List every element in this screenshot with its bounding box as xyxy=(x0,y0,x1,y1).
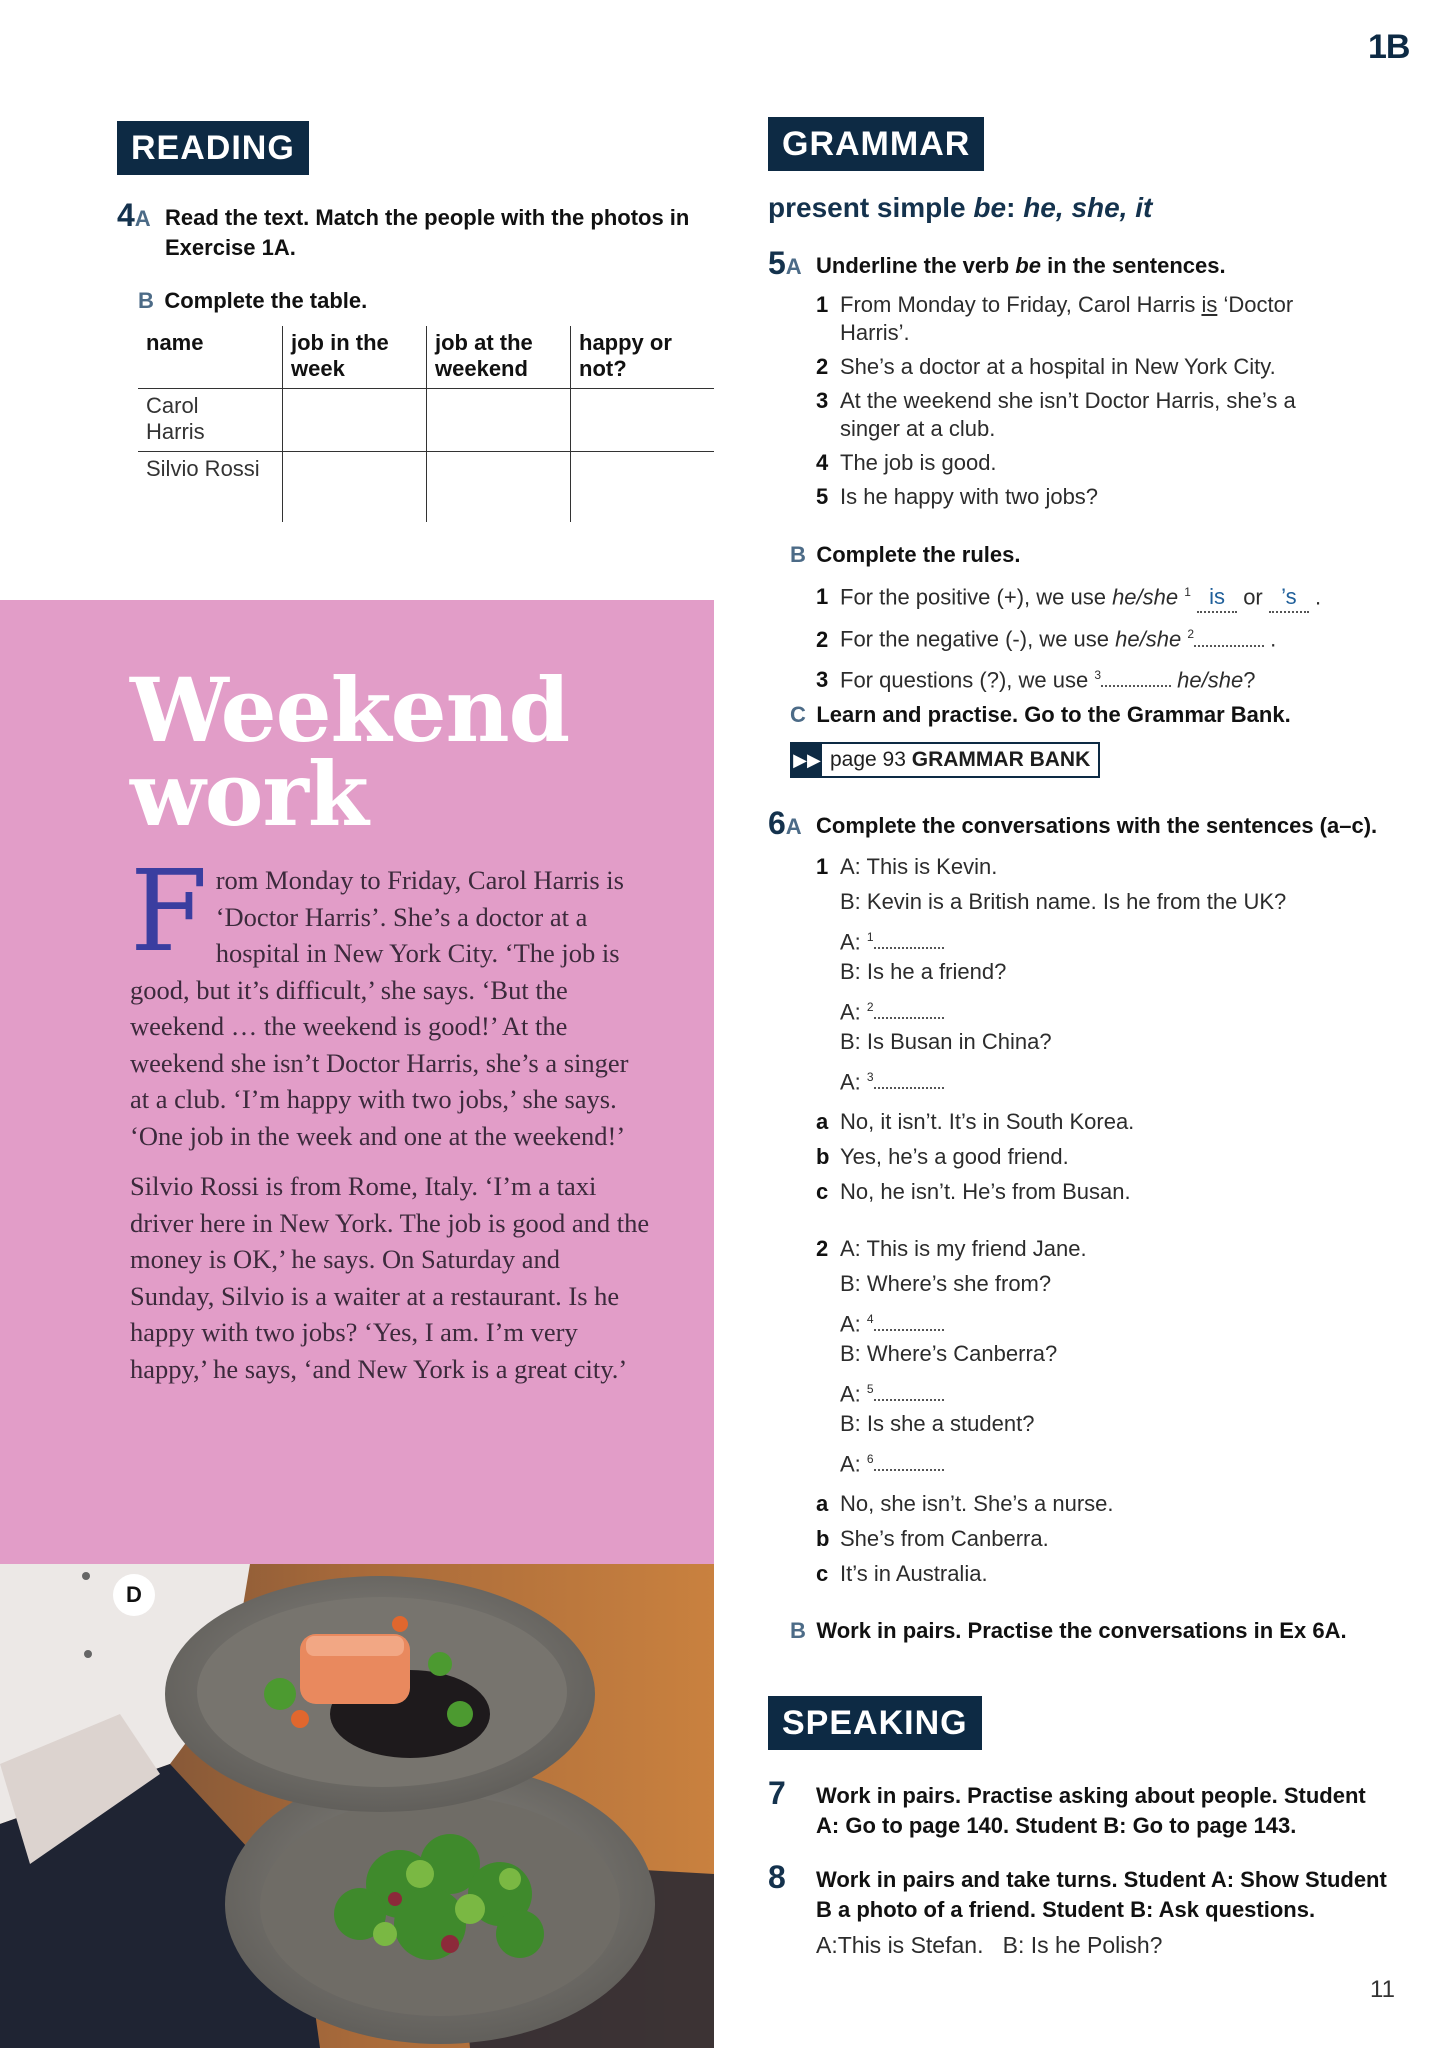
option-item: a No, she isn’t. She’s a nurse. xyxy=(816,1491,1114,1516)
instruction-line: Read the text. Match the people with the photos in xyxy=(165,205,690,230)
dialogue-line: B: Is he a friend? xyxy=(840,959,1007,984)
dialogue-line: A: $^5$ xyxy=(840,1375,1087,1410)
exercise-letter: B xyxy=(138,288,154,313)
dialogue-line: A: $^6$ xyxy=(840,1445,1087,1480)
article-paragraph: From Monday to Friday, Carol Harris is ‘Doctor Harris’. She’s a doctor at a hospital in New York City. ‘The job is good, but it’s difficult,’ she says. ‘But the weekend … the weekend is good!’ At the weekend she isn’t Doctor Harris, she’s a singer at a club. ‘I’m happy with two jobs,’ she says. ‘One job in the week and one at the weekend!’ xyxy=(130,847,629,1151)
dialogue-line: B: Is she a student? xyxy=(840,1411,1035,1436)
exercise-number: 6 xyxy=(768,805,786,841)
table-row xyxy=(138,389,714,452)
exercise-7 xyxy=(768,1775,1408,1841)
table-header-cell: job in the week xyxy=(282,326,426,388)
table-cell-blank[interactable] xyxy=(282,452,426,522)
exercise-6a xyxy=(768,805,1408,1595)
exercise-4a xyxy=(117,197,717,263)
dialogue-line: B: Kevin is a British name. Is he from the UK? xyxy=(840,889,1287,914)
instruction-line: Work in pairs. Practise asking about people. Student xyxy=(816,1783,1366,1808)
table-header-cell: happy or not? xyxy=(570,326,714,388)
page-number: 11 xyxy=(1370,1976,1395,2003)
exercise-8 xyxy=(768,1859,1428,1959)
dialogue-line: B: Where’s she from? xyxy=(840,1271,1052,1296)
answer-blank[interactable] xyxy=(874,1383,944,1401)
exercise-number: 4 xyxy=(117,197,135,233)
dialogue-line: A: This is my friend Jane. xyxy=(840,1236,1087,1261)
option-item: c No, he isn’t. He’s from Busan. xyxy=(816,1179,1131,1204)
answer-blank[interactable] xyxy=(874,1001,944,1019)
grammar-subheading: present simple be: he, she, it xyxy=(768,192,1153,223)
sentence-item: 2 She’s a doctor at a hospital in New York City. xyxy=(816,354,1276,379)
exercise-letter: B xyxy=(790,542,806,567)
exercise-letter: C xyxy=(790,702,806,727)
example-dialogue: A:This is Stefan. B: Is he Polish? xyxy=(816,1932,1163,1958)
answer-blank[interactable] xyxy=(874,1453,944,1471)
instruction-line: Work in pairs and take turns. Student A: Show Student xyxy=(816,1867,1387,1892)
exercise-letter: A xyxy=(785,254,802,279)
table-header-cell: name xyxy=(146,330,204,355)
unit-tag: 1B xyxy=(1368,28,1410,66)
article-body xyxy=(130,847,650,1401)
speaking-heading: SPEAKING xyxy=(768,1696,982,1750)
article-title: Weekend work xyxy=(130,658,570,846)
option-item: c It’s in Australia. xyxy=(816,1561,988,1586)
instruction-text: Complete the rules. xyxy=(816,542,1021,567)
grammar-heading: GRAMMAR xyxy=(768,117,984,171)
exercise-letter: A xyxy=(785,814,802,839)
drop-cap: F xyxy=(130,847,208,977)
conversation-1: 1 A: This is Kevin. B: Kevin is a British name. Is he from the UK? A: $^1$ B: Is he a friend? A: $^2$ B: Is Busan in China? A: $^3$ a No, it isn’t. It’s in South Korea. b Yes, he’s a good friend. c No, he isn’t. He’s from Busan. xyxy=(816,853,1408,1213)
completion-table xyxy=(138,326,714,522)
waiter-plates-illustration xyxy=(0,1564,714,2048)
instruction-line: Exercise 1A. xyxy=(165,235,296,260)
dialogue-line: B: Where’s Canberra? xyxy=(840,1341,1058,1366)
exercise-4b xyxy=(138,286,367,316)
exercise-5c xyxy=(768,700,1408,778)
answer-blank[interactable]: is xyxy=(1197,583,1237,613)
exercise-5b xyxy=(768,540,1408,694)
table-header-row xyxy=(138,326,714,389)
table-cell-blank[interactable] xyxy=(570,389,714,451)
instruction-line: A: Go to page 140. Student B: Go to page 143. xyxy=(816,1813,1297,1838)
table-cell-blank[interactable] xyxy=(426,389,570,451)
exercise-number: 8 xyxy=(768,1859,786,1895)
table-cell-blank[interactable] xyxy=(282,389,426,451)
grammar-bank-link[interactable]: ▶▶ page 93 GRAMMAR BANK xyxy=(790,742,1100,778)
dialogue-line: B: Is Busan in China? xyxy=(840,1029,1052,1054)
reading-heading: READING xyxy=(117,121,309,175)
food-photo xyxy=(0,1564,714,2048)
rule-item: 2 For the negative (-), we use he/she $^2$ . xyxy=(816,626,1277,652)
exercise-letter: B xyxy=(790,1618,806,1643)
table-cell-blank[interactable] xyxy=(570,452,714,522)
rule-item: 3 For questions (?), we use $^3$ he/she? xyxy=(816,666,1256,692)
sentence-item: 1 From Monday to Friday, Carol Harris is ‘Doctor Harris’. xyxy=(816,292,1294,345)
sentence-item: 5 Is he happy with two jobs? xyxy=(816,484,1099,509)
conversation-2: 2 A: This is my friend Jane. B: Where’s she from? A: $^4$ B: Where’s Canberra? A: $^5$ B: Is she a student? A: $^6$ a No, she isn’t. She’s a nurse. b She’s from Canberra. c It’s in Australia. xyxy=(816,1235,1408,1595)
answer-blank[interactable] xyxy=(874,931,944,949)
option-item: b She’s from Canberra. xyxy=(816,1526,1049,1551)
table-header-cell: job at the weekend xyxy=(426,326,570,388)
instruction-text: Complete the conversations with the sentences (a–c). xyxy=(816,813,1378,838)
instruction-text: Complete the table. xyxy=(164,288,368,313)
exercise-number: 5 xyxy=(768,245,786,281)
table-cell-name: Carol Harris xyxy=(146,393,205,444)
instruction-line: B a photo of a friend. Student B: Ask questions. xyxy=(816,1897,1316,1922)
table-cell-name: Silvio Rossi xyxy=(146,456,260,481)
exercise-number: 7 xyxy=(768,1775,786,1811)
option-item: b Yes, he’s a good friend. xyxy=(816,1144,1069,1169)
dialogue-line: A: $^2$ xyxy=(840,993,1286,1028)
answer-blank[interactable] xyxy=(1101,669,1171,687)
dialogue-line: A: $^3$ xyxy=(840,1063,1286,1098)
dialogue-line: A: $^4$ xyxy=(840,1305,1087,1340)
exercise-5a xyxy=(768,245,1408,511)
table-row xyxy=(138,452,714,522)
sentence-item: 4 The job is good. xyxy=(816,450,997,475)
answer-blank[interactable]: ’s xyxy=(1269,583,1309,613)
instruction-text: Underline the verb be in the sentences. xyxy=(816,253,1226,278)
exercise-6b xyxy=(790,1616,1430,1646)
dialogue-line: A: This is Kevin. xyxy=(840,854,998,879)
option-item: a No, it isn’t. It’s in South Korea. xyxy=(816,1109,1135,1134)
exercise-letter: A xyxy=(134,206,151,231)
answer-blank[interactable] xyxy=(1194,629,1264,647)
article-paragraph: Silvio Rossi is from Rome, Italy. ‘I’m a taxi driver here in New York. The job is good and the money is OK,’ he says. On Saturday and Sunday, Silvio is a waiter at a restaurant. Is he happy with two jobs? ‘Yes, I am. I’m very happy,’ he says, ‘and New York is a great city.’ xyxy=(130,1171,650,1384)
instruction-text: Learn and practise. Go to the Grammar Bank. xyxy=(816,702,1291,727)
instruction-text: Work in pairs. Practise the conversations in Ex 6A. xyxy=(816,1618,1347,1643)
rule-item: 1 For the positive (+), we use he/she $^1$ is or ’s . xyxy=(816,578,1408,613)
sentence-item: 3 At the weekend she isn’t Doctor Harris, she’s a singer at a club. xyxy=(816,388,1296,441)
dialogue-line: A: $^1$ xyxy=(840,923,1286,958)
table-cell-blank[interactable] xyxy=(426,452,570,522)
fast-forward-icon: ▶▶ xyxy=(792,744,822,776)
answer-blank[interactable] xyxy=(874,1313,944,1331)
photo-label: D xyxy=(113,1574,155,1616)
answer-blank[interactable] xyxy=(874,1071,944,1089)
